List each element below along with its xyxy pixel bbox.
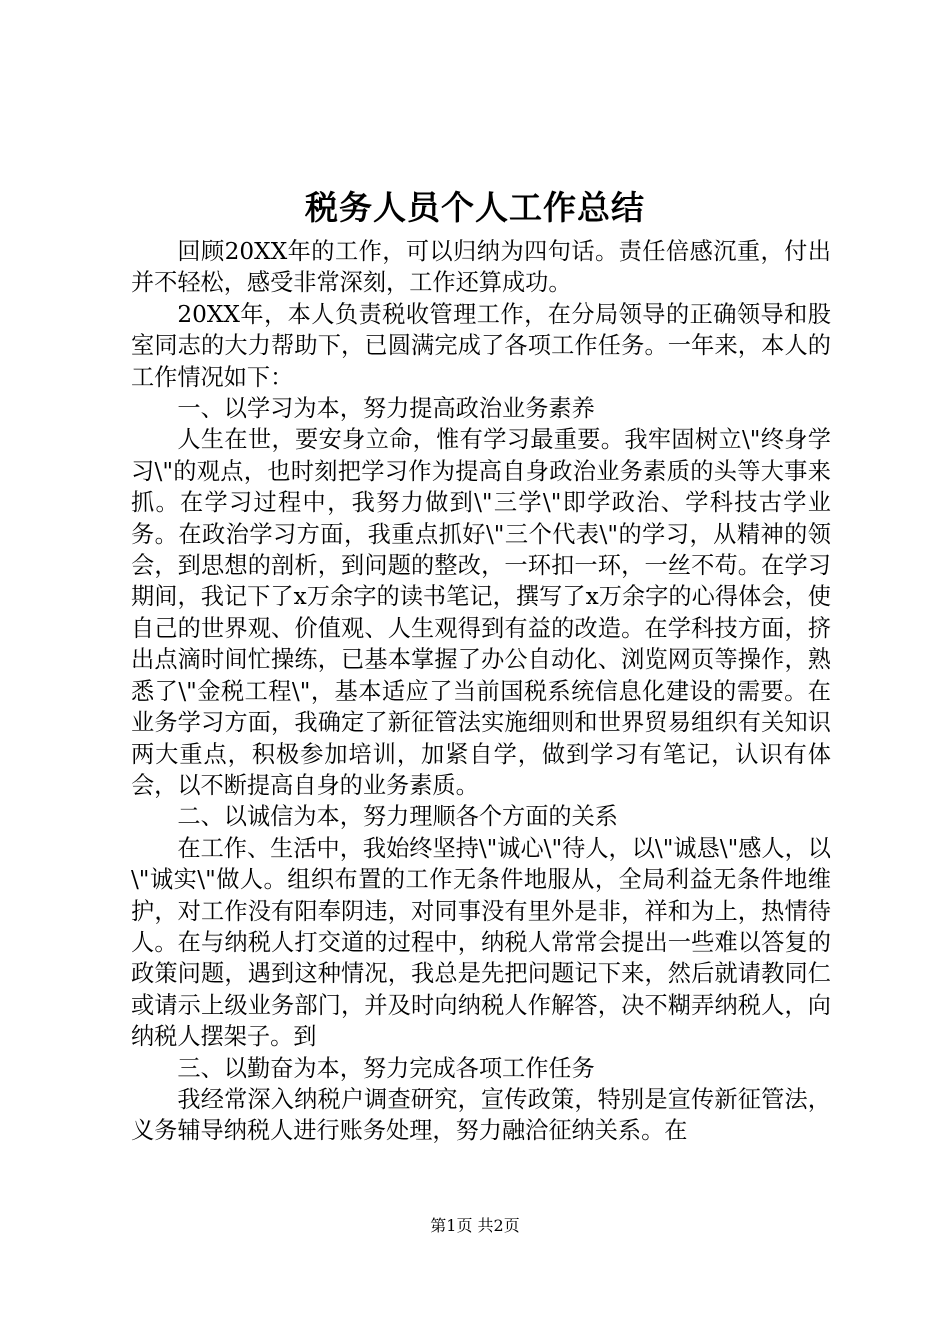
paragraph-intro: 回顾20XX年的工作，可以归纳为四句话。责任倍感沉重，付出并不轻松，感受非常深刻，工作还算成功。 xyxy=(131,238,831,297)
page-footer: 第1页 共2页 xyxy=(430,1216,520,1235)
document-body xyxy=(131,236,831,1147)
paragraph-integrity: 在工作、生活中，我始终坚持\"诚心\"待人，以\"诚恳\"感人，以\"诚实\"做人。组织布置的工作无条件地服从，全局利益无条件地维护，对工作没有阳奉阴违，对同事没有里外是非，祥和为上，热情待人。在与纳税人打交道的过程中，纳税人常常会提出一些难以答复的政策问题，遇到这种情况，我总是先把问题记下来，然后就请教同仁或请示上级业务部门，并及时向纳税人作解答，决不糊弄纳税人，向纳税人摆架子。到 xyxy=(131,834,831,1051)
paragraph-diligence: 我经常深入纳税户调查研究，宣传政策，特别是宣传新征管法，义务辅导纳税人进行账务处理，努力融洽征纳关系。在 xyxy=(131,1085,831,1145)
paragraph-overview: 20XX年，本人负责税收管理工作，在分局领导的正确领导和股室同志的大力帮助下，已圆满完成了各项工作任务。一年来，本人的工作情况如下： xyxy=(131,300,831,391)
section-heading-1: 一、以学习为本，努力提高政治业务素养 xyxy=(177,395,595,423)
section-heading-2: 二、以诚信为本，努力理顺各个方面的关系 xyxy=(177,803,618,831)
document-title: 税务人员个人工作总结 xyxy=(305,188,645,227)
paragraph-study: 人生在世，要安身立命，惟有学习最重要。我牢固树立\"终身学习\"的观点，也时刻把学习作为提高自身政治业务素质的头等大事来抓。在学习过程中，我努力做到\"三学\"即学政治、学科技古学业务。在政治学习方面，我重点抓好\"三个代表\"的学习，从精神的领会，到思想的剖析，到问题的整改，一环扣一环，一丝不苟。在学习期间，我记下了x万余字的读书笔记，撰写了x万余字的心得体会，使自己的世界观、价值观、人生观得到有益的改造。在学科技方面，挤出点滴时间忙操练，已基本掌握了办公自动化、浏览网页等操作，熟悉了\"金税工程\"，基本适应了当前国税系统信息化建设的需要。在业务学习方面，我确定了新征管法实施细则和世界贸易组织有关知识两大重点，积极参加培训，加紧自学，做到学习有笔记，认识有体会，以不断提高自身的业务素质。 xyxy=(131,426,831,799)
section-heading-3: 三、以勤奋为本，努力完成各项工作任务 xyxy=(177,1054,595,1082)
